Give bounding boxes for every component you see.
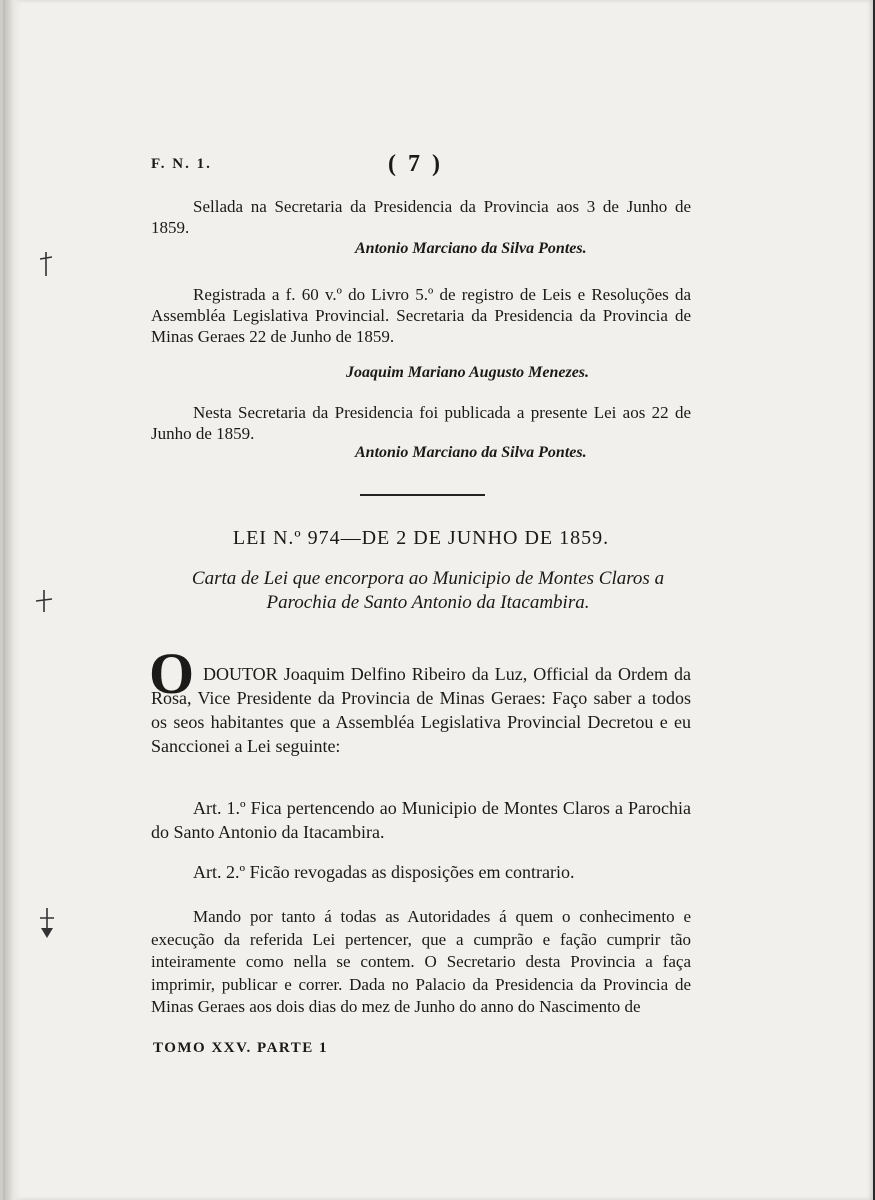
law-title: LEI N.º 974—DE 2 DE JUNHO DE 1859. [232,527,610,549]
article-1: Art. 1.º Fica pertencendo ao Municipio de Montes Claros a Parochia do Santo Antonio da Itacambira. [151,798,691,842]
page-number: ( 7 ) [388,151,443,177]
law-subtitle: Carta de Lei que encorpora ao Municipio de Montes Claros a Parochia de Santo Antonio da Itacambira. [191,568,665,613]
certificate-text-1: Sellada na Secretaria da Presidencia da Provincia aos 3 de Junho de 1859. [151,197,691,237]
section-divider [360,494,485,496]
certificate-signatory-2: Joaquim Mariano Augusto Menezes. [346,364,590,381]
signature-mark: F. N. 1. [151,156,212,172]
law-closing-paragraph: Mando por tanto á todas as Autoridades á quem o conhecimento e execução da referida Lei pertencer, que a cumprão e façãо cumprir tão inteiramente como nella se contem. O Secretario desta Provincia a faça imprimir, publicar e correr. Dada no Palacio da Presidencia da Provincia de Minas Geraes aos dois dias do mez de Junho do anno do Nascimento de [151,907,691,1016]
arrow-down-mark-icon [37,906,57,946]
cross-mark-icon [33,588,55,620]
volume-signature: TOMO XXV. PARTE 1 [153,1040,328,1056]
law-preamble: DOUTOR Joaquim Delfino Ribeiro da Luz, Official da Ordem da Rosa, Vice Presidente da Provincia de Minas Geraes: Faço saber a todos os seos habitantes que a Assembléa Legislativa Provincial Decretou e eu Sanccionei a Lei seguinte: [151,664,691,756]
certificate-signatory-3: Antonio Marciano da Silva Pontes. [355,444,587,461]
certificate-text-2: Registrada a f. 60 v.º do Livro 5.º de registro de Leis e Resoluções da Assembléa Legislativa Provincial. Secretaria da Presidencia da Provincia de Minas Geraes 22 de Junho de 1859. [151,285,691,346]
page-binding-shadow [3,0,21,1200]
drop-cap: O [149,641,195,706]
article-2: Art. 2.º Ficão revogadas as disposições em contrario. [193,862,575,882]
certificate-signatory-1: Antonio Marciano da Silva Pontes. [355,240,587,257]
dagger-mark-icon [37,250,55,284]
certificate-text-3: Nesta Secretaria da Presidencia foi publicada a presente Lei aos 22 de Junho de 1859. [151,403,691,443]
